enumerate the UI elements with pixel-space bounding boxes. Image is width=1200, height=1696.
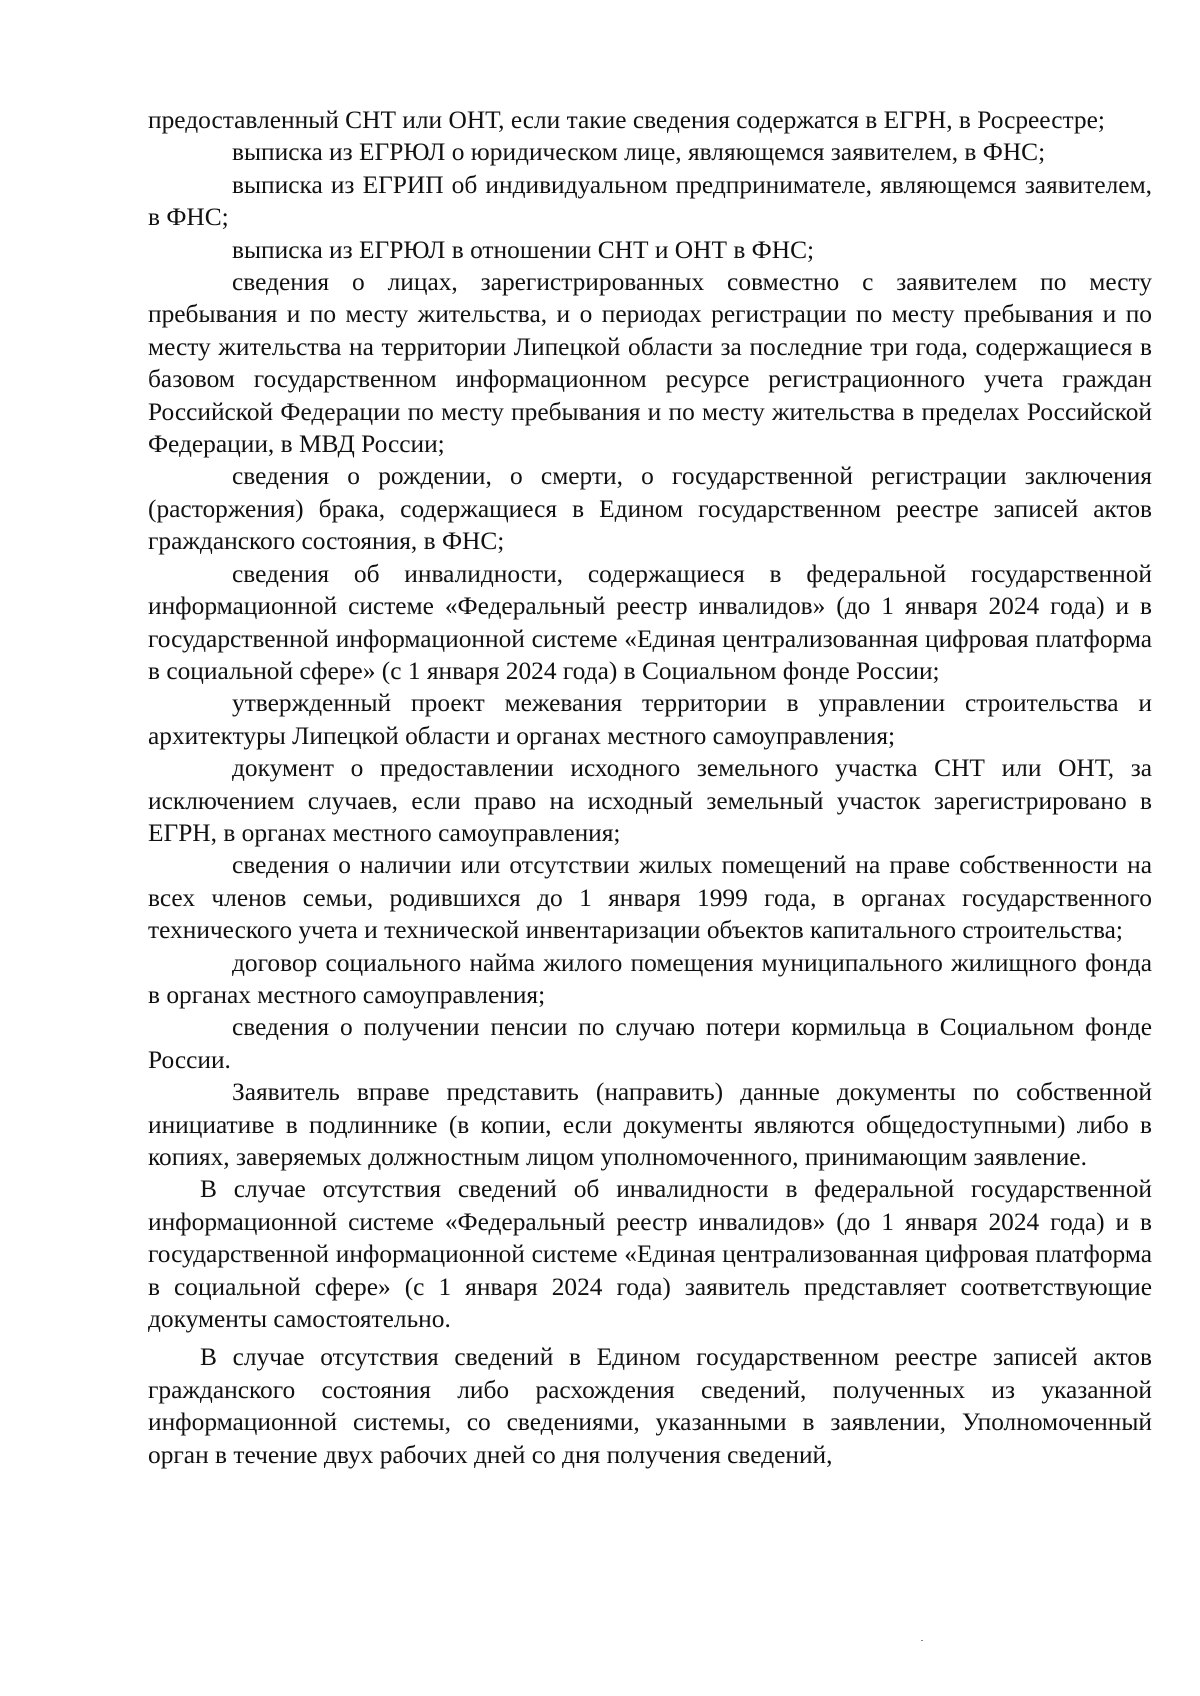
- paragraph-continuation: предоставленный СНТ или ОНТ, если такие сведения содержатся в ЕГРН, в Росреестре;: [148, 106, 1105, 134]
- paragraph-social-lease: договор социального найма жилого помещения муниципального жилищного фонда в органах местного самоуправления;: [148, 948, 1152, 1009]
- scan-speck: [921, 1640, 923, 1641]
- paragraph-survivor-pension: сведения о получении пенсии по случаю потери кормильца в Социальном фонде России.: [148, 1013, 1152, 1074]
- paragraph-egrip-extract: выписка из ЕГРИП об индивидуальном предпринимателе, являющемся заявителем, в ФНС;: [148, 170, 1152, 232]
- paragraph-housing-ownership: сведения о наличии или отсутствии жилых помещений на праве собственности на всех членов семьи, родившихся до 1 января 1999 года, в органах государственного технического учета и технической инвентаризации объектов капитального строительства;: [148, 851, 1152, 945]
- paragraph-egryul-extract: выписка из ЕГРЮЛ о юридическом лице, являющемся заявителем, в ФНС;: [232, 138, 1046, 167]
- paragraph-land-survey-project: утвержденный проект межевания территории в управлении строительства и архитектуры Липецкой области и органах местного самоуправления;: [148, 689, 1152, 750]
- paragraph-land-plot-document: документ о предоставлении исходного земельного участка СНТ или ОНТ, за исключением случаев, если право на исходный земельный участок зарегистрировано в ЕГРН, в органах местного самоуправления;: [148, 754, 1152, 847]
- paragraph-registration-info: сведения о лицах, зарегистрированных совместно с заявителем по месту пребывания и по месту жительства, и о периодах регистрации по месту пребывания и по месту жительства на территории Липецкой области за последние три года, содержащиеся в базовом государственном информационном ресурсе регистрационного учета граждан Российской Федерации по месту пребывания и по месту жительства в пределах Российской Федерации, в МВД России;: [148, 268, 1152, 459]
- paragraph-missing-civil-records: В случае отсутствия сведений в Едином государственном реестре записей актов гражданского состояния либо расхождения сведений, полученных из указанной информационной системы, со сведениями, указанными в заявлении, Уполномоченный орган в течение двух рабочих дней со дня получения сведений,: [148, 1343, 1152, 1469]
- paragraph-egryul-snt-ont: выписка из ЕГРЮЛ в отношении СНТ и ОНТ в ФНС;: [232, 235, 815, 264]
- paragraph-missing-disability: В случае отсутствия сведений об инвалидности в федеральной государственной информационной системе «Федеральный реестр инвалидов» (до 1 января 2024 года) и в государственной информационной системе «Единая централизованная цифровая платформа в социальной сфере» (с 1 января 2024 года) заявитель представляет соответствующие документы самостоятельно.: [148, 1175, 1152, 1334]
- paragraph-disability-info: сведения об инвалидности, содержащиеся в федеральной государственной информационной системе «Федеральный реестр инвалидов» (до 1 января 2024 года) и в государственной информационной системе «Единая централизованная цифровая платформа в социальной сфере» (с 1 января 2024 года) в Социальном фонде России;: [148, 559, 1152, 685]
- paragraph-civil-status: сведения о рождении, о смерти, о государственной регистрации заключения (расторжения) брака, содержащиеся в Едином государственном реестре записей актов гражданского состояния, в ФНС;: [148, 462, 1152, 556]
- document-page: [148, 104, 1152, 1471]
- paragraph-applicant-right: Заявитель вправе представить (направить) данные документы по собственной инициативе в подлиннике (в копии, если документы являются общедоступными) либо в копиях, заверяемых должностным лицом уполномоченного, принимающим заявление.: [148, 1078, 1152, 1171]
